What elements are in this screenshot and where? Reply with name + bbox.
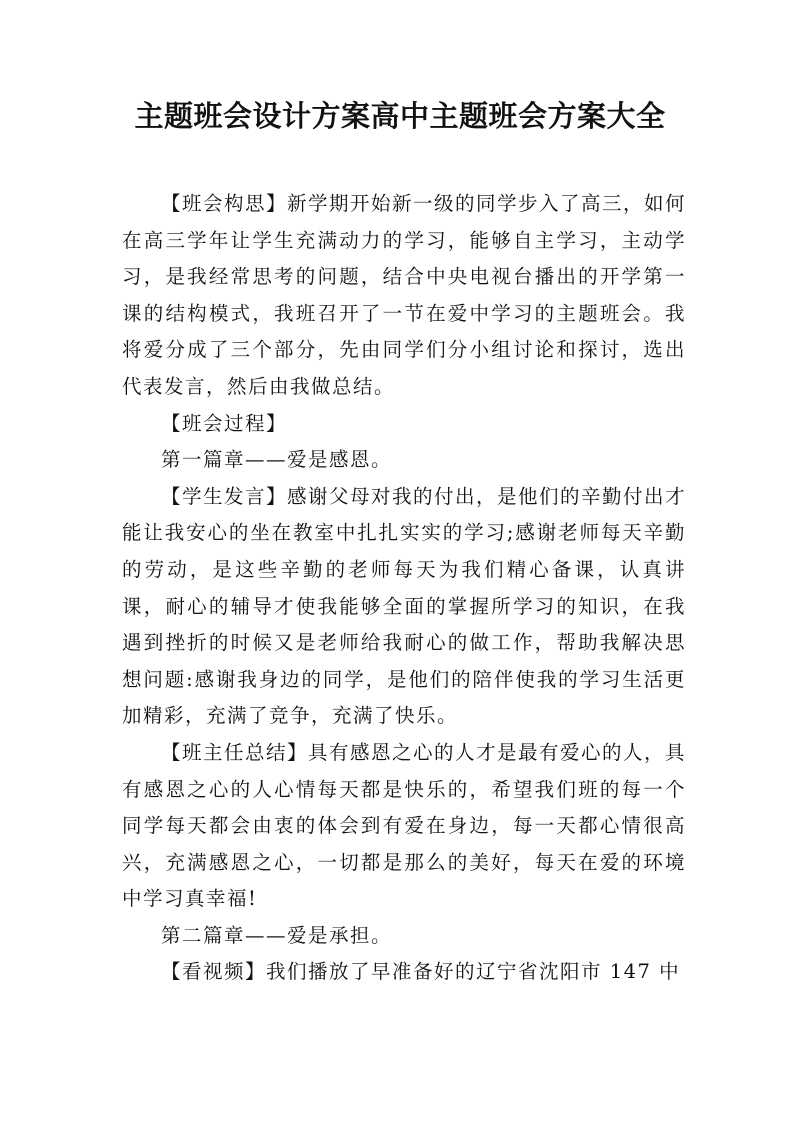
paragraph-student-speech: 【学生发言】感谢父母对我的付出，是他们的辛勤付出才能让我安心的坐在教室中扎扎实实的学习;感谢老师每天辛勤的劳动，是这些辛勤的老师每天为我们精心备课，认真讲课，耐心的辅导才使我能够全面的掌握所学习的知识，在我遇到挫折的时候又是老师给我耐心的做工作，帮助我解决思想问题:感谢我身边的同学，是他们的陪伴使我的学习生活更加精彩，充满了竞争，充满了快乐。	[122, 484, 687, 728]
document-body	[122, 186, 686, 991]
paragraph-chapter-two-heading: 第二篇章——爱是承担。	[161, 923, 393, 947]
paragraph-chapter-one-heading: 第一篇章——爱是感恩。	[161, 448, 393, 472]
paragraph-class-idea: 【班会构思】新学期开始新一级的同学步入了高三，如何在高三学年让学生充满动力的学习，能够自主学习，主动学习，是我经常思考的问题，结合中央电视台播出的开学第一课的结构模式，我班召开了一节在爱中学习的主题班会。我将爱分成了三个部分，先由同学们分小组讨论和探讨，选出代表发言，然后由我做总结。	[122, 192, 687, 398]
document-title: 主题班会设计方案高中主题班会方案大全	[134, 99, 666, 133]
paragraph-watch-video: 【看视频】我们播放了早准备好的辽宁省沈阳市 147 中	[161, 960, 681, 984]
paragraph-teacher-summary: 【班主任总结】具有感恩之心的人才是最有爱心的人，具有感恩之心的人心情每天都是快乐的，希望我们班的每一个同学每天都会由衷的体会到有爱在身边，每一天都心情很高兴，充满感恩之心，一切都是那么的美好，每天在爱的环境中学习真幸福!	[122, 740, 687, 911]
paragraph-class-process-heading: 【班会过程】	[161, 411, 288, 435]
